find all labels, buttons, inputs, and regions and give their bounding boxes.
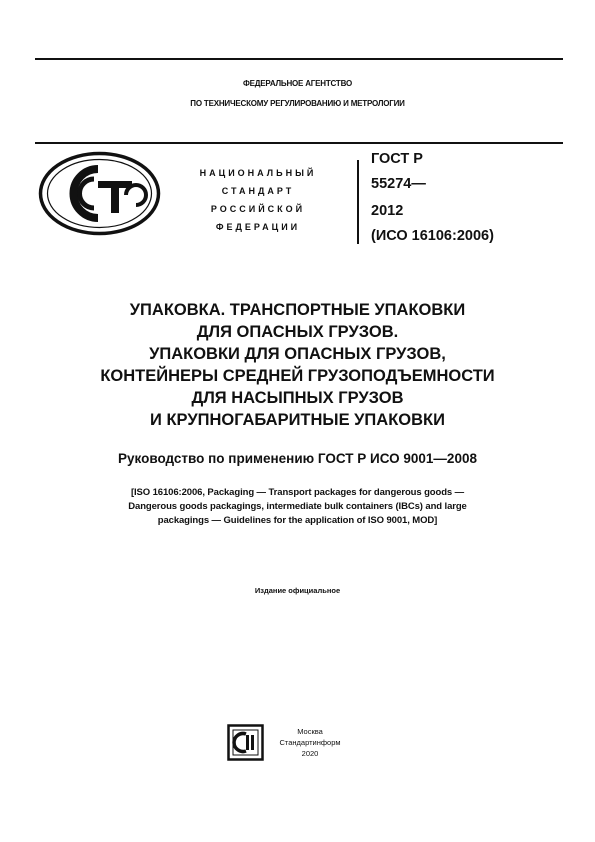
standard-type-line-2: СТАНДАРТ	[221, 186, 295, 196]
title-line-5: ДЛЯ НАСЫПНЫХ ГРУЗОВ	[191, 389, 404, 407]
title-line-2: ДЛЯ ОПАСНЫХ ГРУЗОВ.	[196, 323, 399, 341]
publisher-year: 2020	[301, 749, 319, 758]
edition-note: Издание официальное	[254, 586, 341, 595]
standard-type-line-1: НАЦИОНАЛЬНЫЙ	[199, 168, 317, 178]
publisher-name: Стандартинформ	[279, 738, 341, 747]
designation-line-2: 55274—	[371, 176, 426, 192]
top-rule	[35, 58, 563, 60]
subtitle: Руководство по применению ГОСТ Р ИСО 9001—2008	[118, 451, 477, 466]
iso-reference-line-2: Dangerous goods packagings, intermediate bulk containers (IBCs) and large	[128, 501, 467, 512]
standard-type-line-4: ФЕДЕРАЦИИ	[215, 222, 301, 232]
designation-line-3: 2012	[371, 203, 404, 219]
publisher-city: Москва	[297, 727, 323, 736]
iso-reference-line-3: packagings — Guidelines for the application of ISO 9001, MOD]	[157, 515, 438, 526]
standartinform-logo-icon	[227, 724, 264, 761]
gost-r-logo-icon	[38, 151, 161, 236]
header-rule	[35, 142, 563, 144]
title-line-1: УПАКОВКА. ТРАНСПОРТНЫЕ УПАКОВКИ	[129, 301, 466, 319]
designation-divider	[357, 160, 359, 244]
agency-line-1: ФЕДЕРАЛЬНОЕ АГЕНТСТВО	[242, 79, 352, 88]
title-line-4: КОНТЕЙНЕРЫ СРЕДНЕЙ ГРУЗОПОДЪЕМНОСТИ	[100, 367, 495, 385]
agency-line-2: ПО ТЕХНИЧЕСКОМУ РЕГУЛИРОВАНИЮ И МЕТРОЛОГИИ	[190, 99, 405, 108]
iso-reference-line-1: [ISO 16106:2006, Packaging — Transport packages for dangerous goods —	[130, 487, 465, 498]
designation-line-4: (ИСО 16106:2006)	[371, 228, 494, 244]
standard-type-line-3: РОССИЙСКОЙ	[210, 204, 306, 214]
designation-line-1: ГОСТ Р	[371, 151, 423, 167]
title-line-6: И КРУПНОГАБАРИТНЫЕ УПАКОВКИ	[150, 411, 445, 429]
title-line-3: УПАКОВКИ ДЛЯ ОПАСНЫХ ГРУЗОВ,	[149, 345, 446, 363]
